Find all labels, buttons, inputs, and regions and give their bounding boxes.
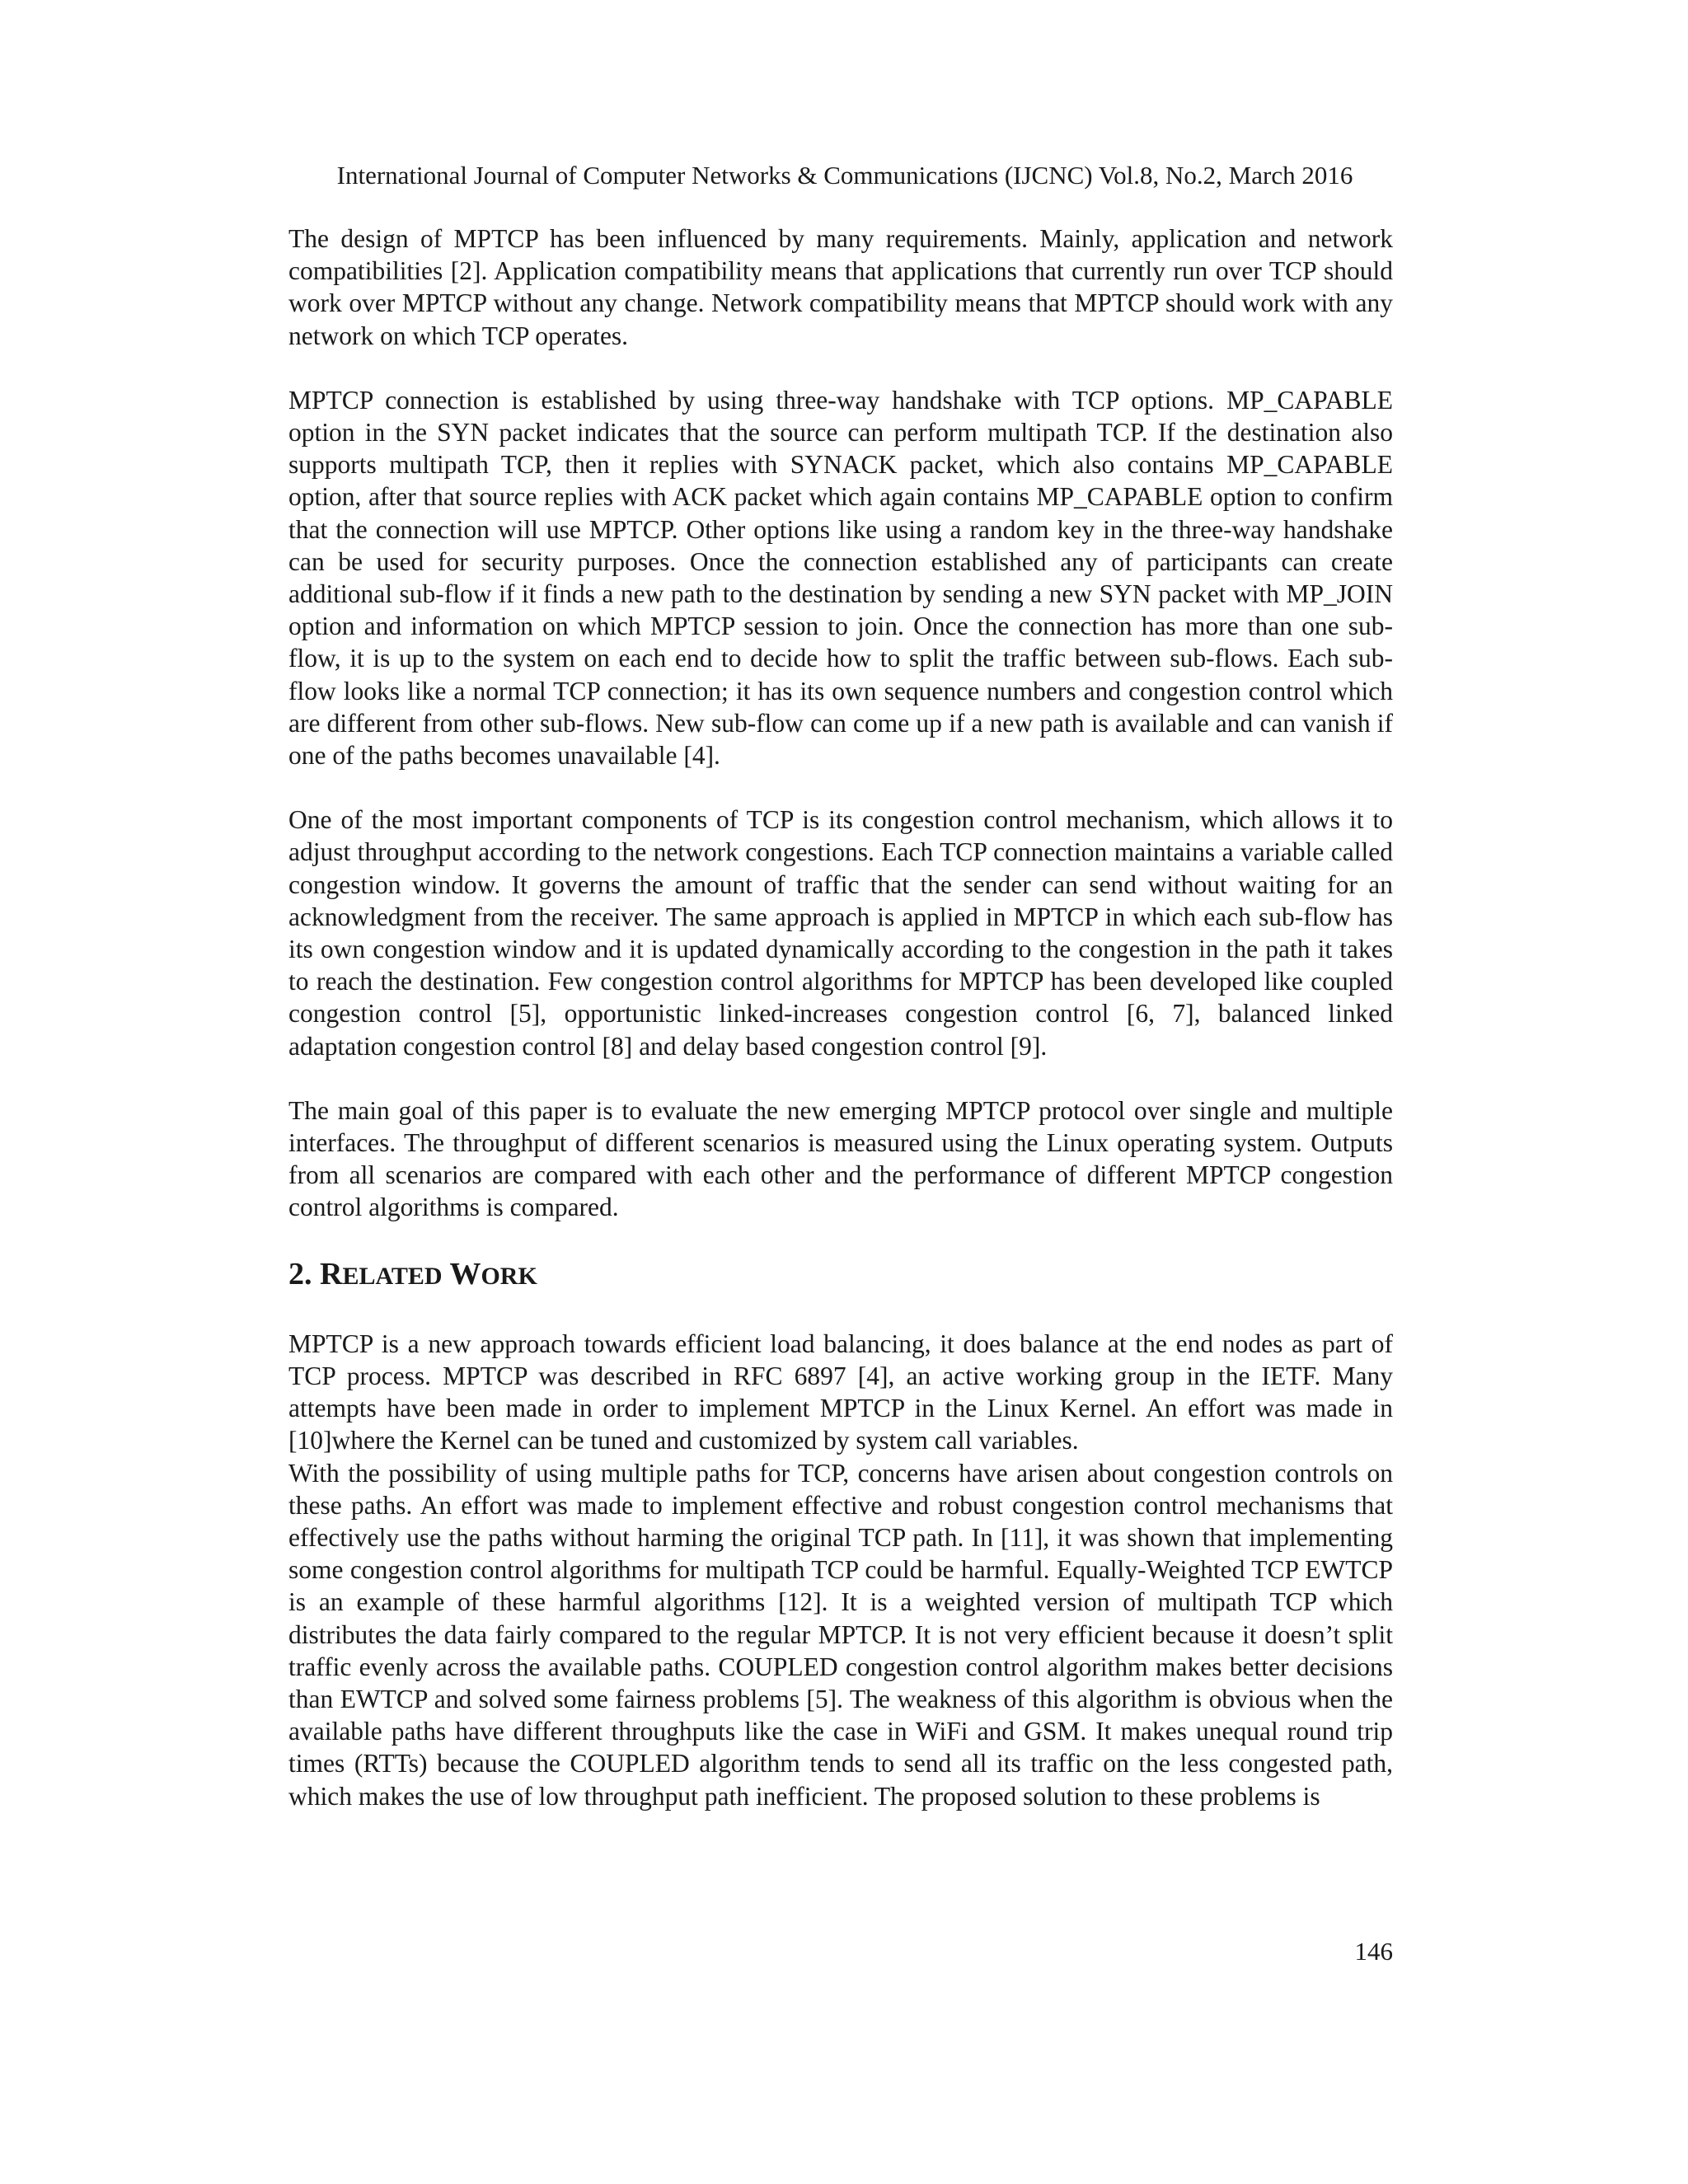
paragraph-design-requirements: The design of MPTCP has been influenced by many requirements. Mainly, application and network compatibilities [2]. Application compatibility means that applications that currently run over TCP should work over MPTCP without any change. Network compatibility means that MPTCP should work with any network on which TCP operates. bbox=[288, 224, 1393, 350]
running-header: International Journal of Computer Networks & Communications (IJCNC) Vol.8, No.2, March 2016 bbox=[336, 161, 1353, 190]
section-title-ork: ORK bbox=[481, 1262, 537, 1290]
section-number: 2. bbox=[288, 1256, 312, 1291]
paragraph-related-work-congestion: With the possibility of using multiple paths for TCP, concerns have arisen about congestion controls on these paths. An effort was made to implement effective and robust congestion control mechanisms that effectively use the paths without harming the original TCP path. In [11], it was shown that implementing some congestion control algorithms for multipath TCP could be harmful. Equally-Weighted TCP EWTCP is an example of these harmful algorithms [12]. It is a weighted version of multipath TCP which distributes the data fairly compared to the regular MPTCP. It is not very efficient because it doesn’t split traffic evenly across the available paths. COUPLED congestion control algorithm makes better decisions than EWTCP and solved some fairness problems [5]. The weakness of this algorithm is obvious when the available paths have different throughputs like the case in WiFi and GSM. It makes unequal round trip times (RTTs) because the COUPLED algorithm tends to send all its traffic on the less congested path, which makes the use of low throughput path inefficient. The proposed solution to these problems is bbox=[288, 1458, 1393, 1811]
paragraph-related-work-intro: MPTCP is a new approach towards efficient load balancing, it does balance at the end nodes as part of TCP process. MPTCP was described in RFC 6897 [4], an active working group in the IETF. Many attempts have been made in order to implement MPTCP in the Linux Kernel. An effort was made in [10]where the Kernel can be tuned and customized by system call variables. bbox=[288, 1329, 1393, 1455]
paragraph-connection-establishment: MPTCP connection is established by using three-way handshake with TCP options. MP_CAPABLE option in the SYN packet indicates that the source can perform multipath TCP. If the destination also supports multipath TCP, then it replies with SYNACK packet, which also contains MP_CAPABLE option, after that source replies with ACK packet which again contains MP_CAPABLE option to confirm that the connection will use MPTCP. Other options like using a random key in the three-way handshake can be used for security purposes. Once the connection established any of participants can create additional sub-flow if it finds a new path to the destination by sending a new SYN packet with MP_JOIN option and information on which MPTCP session to join. Once the connection has more than one sub-flow, it is up to the system on each end to decide how to split the traffic between sub-flows. Each sub-flow looks like a normal TCP connection; it has its own sequence numbers and congestion control which are different from other sub-flows. New sub-flow can come up if a new path is available and can vanish if one of the paths becomes unavailable [4]. bbox=[288, 385, 1393, 771]
paragraph-paper-goal: The main goal of this paper is to evaluate the new emerging MPTCP protocol over single and multiple interfaces. The throughput of different scenarios is measured using the Linux operating system. Outputs from all scenarios are compared with each other and the performance of different MPTCP congestion control algorithms is compared. bbox=[288, 1095, 1393, 1222]
body-text bbox=[288, 223, 1393, 1812]
section-heading-related-work bbox=[288, 1256, 1393, 1295]
page-number: 146 bbox=[1354, 1937, 1393, 1966]
section-title-w: W bbox=[449, 1256, 481, 1291]
section-title-elated: ELATED bbox=[342, 1262, 443, 1290]
paragraph-congestion-control: One of the most important components of TCP is its congestion control mechanism, which allows it to adjust throughput according to the network congestions. Each TCP connection maintains a variable called congestion window. It governs the amount of traffic that the sender can send without waiting for an acknowledgment from the receiver. The same approach is applied in MPTCP in which each sub-flow has its own congestion window and it is updated dynamically according to the congestion in the path it takes to reach the destination. Few congestion control algorithms for MPTCP has been developed like coupled congestion control [5], opportunistic linked-increases congestion control [6, 7], balanced linked adaptation congestion control [8] and delay based congestion control [9]. bbox=[288, 805, 1393, 1061]
section-title-r: R bbox=[320, 1256, 343, 1291]
